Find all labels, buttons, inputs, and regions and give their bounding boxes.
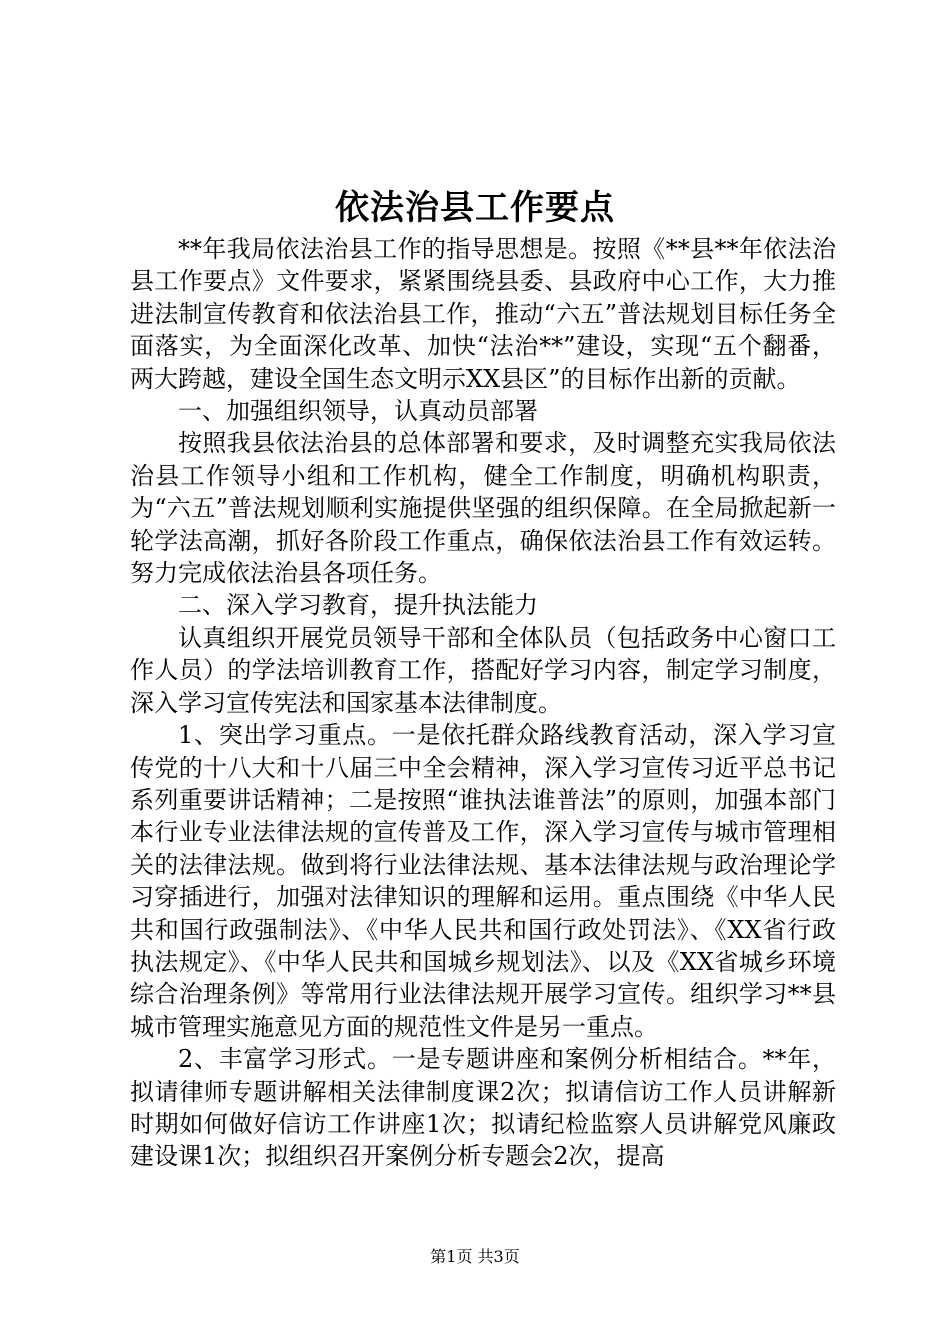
- section-2-paragraph: 认真组织开展党员领导干部和全体队员（包括政务中心窗口工作人员）的学法培训教育工作，搭配好学习内容，制定学习制度，深入学习宣传宪法和国家基本法律制度。: [130, 623, 836, 717]
- intro-paragraph: **年我局依法治县工作的指导思想是。按照《**县**年依法治县工作要点》文件要求，紧紧围绕县委、县政府中心工作，大力推进法制宣传教育和依法治县工作，推动“六五”普法规划目标任务全面落实，为全面深化改革、加快“法治**”建设，实现“五个翻番，两大跨越，建设全国生态文明示XX县区”的目标作出新的贡献。: [130, 235, 836, 393]
- section-heading-2: 二、深入学习教育，提升执法能力: [178, 591, 538, 620]
- item-2-paragraph: 2、丰富学习形式。一是专题讲座和案例分析相结合。**年，拟请律师专题讲解相关法律制度课2次；拟请信访工作人员讲解新时期如何做好信访工作讲座1次；拟请纪检监察人员讲解党风廉政建设课1次；拟组织召开案例分析专题会2次，提高: [130, 1045, 836, 1171]
- section-heading-1: 一、加强组织领导，认真动员部署: [178, 397, 538, 426]
- section-1-paragraph: 按照我县依法治县的总体部署和要求，及时调整充实我局依法治县工作领导小组和工作机构，健全工作制度，明确机构职责，为“六五”普法规划顺利实施提供坚强的组织保障。在全局掀起新一轮学法高潮，抓好各阶段工作重点，确保依法治县工作有效运转。努力完成依法治县各项任务。: [130, 429, 836, 588]
- document-body: [130, 233, 836, 1173]
- document-title: 依法治县工作要点: [335, 188, 615, 228]
- item-1-paragraph: 1、突出学习重点。一是依托群众路线教育活动，深入学习宣传党的十八大和十八届三中全会精神，深入学习宣传习近平总书记系列重要讲话精神；二是按照“谁执法谁普法”的原则，加强本部门本行业专业法律法规的宣传普及工作，深入学习宣传与城市管理相关的法律法规。做到将行业法律法规、基本法律法规与政治理论学习穿插进行，加强对法律知识的理解和运用。重点围绕《中华人民共和国行政强制法》、《中华人民共和国行政处罚法》、《XX省行政执法规定》、《中华人民共和国城乡规划法》、以及《XX省城乡环境综合治理条例》等常用行业法律法规开展学习宣传。组织学习**县城市管理实施意见方面的规范性文件是另一重点。: [130, 721, 836, 1041]
- page-number-footer: 第1页 共3页: [430, 1247, 520, 1266]
